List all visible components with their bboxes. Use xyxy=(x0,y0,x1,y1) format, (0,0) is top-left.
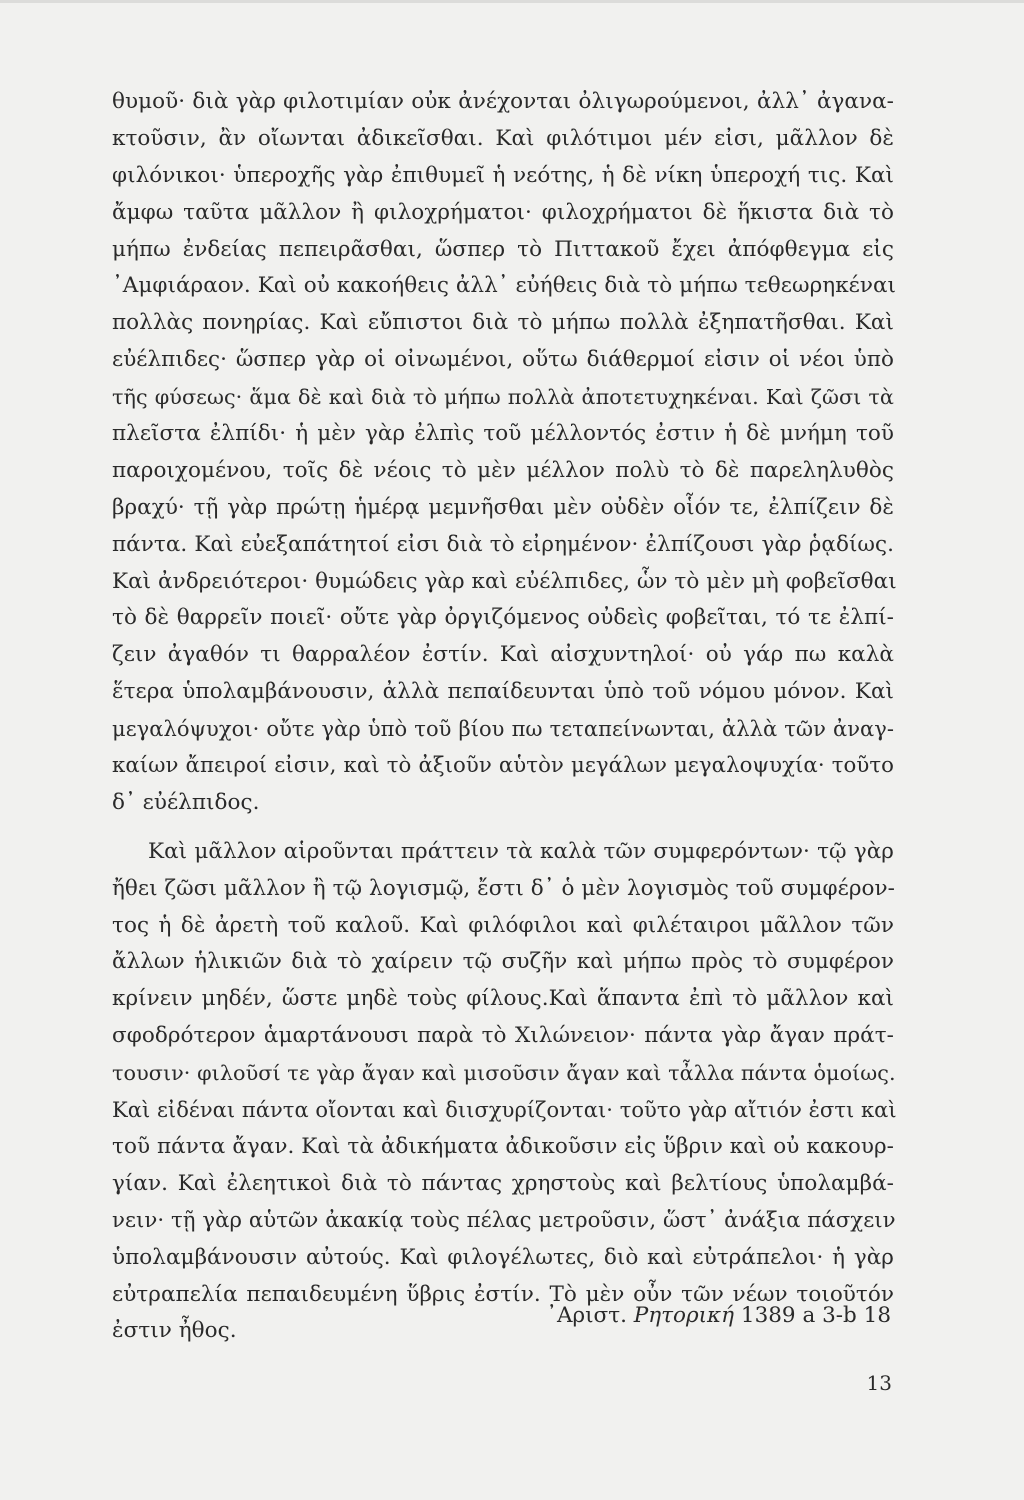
text-line: νειν· τῇ γὰρ αὑτῶν ἀκακίᾳ τοὺς πέλας μετροῦσιν, ὥστ᾽ ἀνάξια πάσχειν xyxy=(112,1207,896,1233)
text-line: τοῦ πάντα ἄγαν. Καὶ τὰ ἀδικήματα ἀδικοῦσιν εἰς ὕβριν καὶ οὐ κακουρ- xyxy=(112,1133,894,1159)
page-text xyxy=(112,84,897,1350)
text-line: ἕτερα ὑπολαμβάνουσιν, ἀλλὰ πεπαίδευνται ὑπὸ τοῦ νόμου μόνον. Καὶ xyxy=(112,679,894,705)
text-line: Καὶ ἀνδρειότεροι· θυμώδεις γὰρ καὶ εὐέλπιδες, ὧν τὸ μὲν μὴ φοβεῖσθαι xyxy=(112,568,897,594)
text-line: εὐέλπιδες· ὥσπερ γὰρ οἱ οἰνωμένοι, οὕτω διάθερμοί εἰσιν οἱ νέοι ὑπὸ xyxy=(112,347,894,373)
paragraph-2 xyxy=(112,834,897,1350)
citation xyxy=(500,1298,891,1334)
text-line: σφοδρότερον ἁμαρτάνουσι παρὰ τὸ Χιλώνειον· πάντα γὰρ ἄγαν πράτ- xyxy=(112,1023,894,1049)
text-line-indented xyxy=(112,834,894,871)
text-line: ἄμφω ταῦτα μᾶλλον ἢ φιλοχρήματοι· φιλοχρήματοι δὲ ἥκιστα διὰ τὸ xyxy=(112,199,894,225)
text-line: ᾽Αμφιάραον. Καὶ οὐ κακοήθεις ἀλλ᾽ εὐήθεις διὰ τὸ μήπω τεθεωρηκέναι xyxy=(112,273,897,299)
citation-author: ᾽Αριστ. xyxy=(546,1303,627,1328)
text-line: γίαν. Καὶ ἐλεητικοὶ διὰ τὸ πάντας χρηστοὺς καὶ βελτίους ὑπολαμβά- xyxy=(112,1170,894,1196)
text-line: φιλόνικοι· ὑπεροχῆς γὰρ ἐπιθυμεῖ ἡ νεότης, ἡ δὲ νίκη ὑπεροχή τις. Καὶ xyxy=(112,162,894,188)
text-line: πολλὰς πονηρίας. Καὶ εὔπιστοι διὰ τὸ μήπω πολλὰ ἐξηπατῆσθαι. Καὶ xyxy=(112,310,894,336)
citation-reference: 1389 a 3-b 18 xyxy=(740,1303,891,1328)
page-number: 13 xyxy=(866,1371,892,1395)
text-line: καίων ἄπειροί εἰσιν, καὶ τὸ ἀξιοῦν αὑτὸν μεγάλων μεγαλοψυχία· τοῦτο xyxy=(112,753,894,779)
text-line: θυμοῦ· διὰ γὰρ φιλοτιμίαν οὐκ ἀνέχονται ὀλιγωρούμενοι, ἀλλ᾽ ἀγανα- xyxy=(112,89,894,114)
text-line: τῆς φύσεως· ἅμα δὲ καὶ διὰ τὸ μήπω πολλὰ ἀποτετυχηκέναι. Καὶ ζῶσι τὰ xyxy=(112,385,894,410)
text-line: κρίνειν μηδέν, ὥστε μηδὲ τοὺς φίλους.Καὶ ἅπαντα ἐπὶ τὸ μᾶλλον καὶ xyxy=(112,986,894,1012)
text-line: μεγαλόψυχοι· οὔτε γὰρ ὑπὸ τοῦ βίου πω τεταπείνωνται, ἀλλὰ τῶν ἀναγ- xyxy=(112,717,894,742)
text-line: κτοῦσιν, ἂν οἴωνται ἀδικεῖσθαι. Καὶ φιλότιμοι μέν εἰσι, μᾶλλον δὲ xyxy=(112,125,894,151)
text-line: τουσιν· φιλοῦσί τε γὰρ ἄγαν καὶ μισοῦσιν ἄγαν καὶ τἆλλα πάντα ὁμοίως. xyxy=(112,1061,896,1086)
page-top-edge xyxy=(0,0,1024,3)
text-line: πάντα. Καὶ εὐεξαπάτητοί εἰσι διὰ τὸ εἰρημένον· ἐλπίζουσι γὰρ ῥᾳδίως. xyxy=(112,531,894,557)
paragraph-1 xyxy=(112,84,897,822)
text-line: εὐτραπελία πεπαιδευμένη ὕβρις ἐστίν. Τὸ μὲν οὖν τῶν νέων τοιοῦτόν xyxy=(112,1281,894,1307)
text-line-content: Καὶ μᾶλλον αἱροῦνται πράττειν τὰ καλὰ τῶν συμφερόντων· τῷ γὰρ xyxy=(148,838,894,864)
text-line: τὸ δὲ θαρρεῖν ποιεῖ· οὔτε γὰρ ὀργιζόμενος οὐδεὶς φοβεῖται, τό τε ἐλπί- xyxy=(112,605,894,631)
text-line: μήπω ἐνδείας πεπειρᾶσθαι, ὥσπερ τὸ Πιττακοῦ ἔχει ἀπόφθεγμα εἰς xyxy=(112,236,894,262)
text-line: βραχύ· τῇ γὰρ πρώτῃ ἡμέρᾳ μεμνῆσθαι μὲν οὐδὲν οἷόν τε, ἐλπίζειν δὲ xyxy=(112,494,894,520)
text-line: παροιχομένου, τοῖς δὲ νέοις τὸ μὲν μέλλον πολὺ τὸ δὲ παρεληλυθὸς xyxy=(112,457,894,483)
text-line: ἄλλων ἡλικιῶν διὰ τὸ χαίρειν τῷ συζῆν καὶ μήπω πρὸς τὸ συμφέρον xyxy=(112,949,894,975)
text-line: πλεῖστα ἐλπίδι· ἡ μὲν γὰρ ἐλπὶς τοῦ μέλλοντός ἐστιν ἡ δὲ μνήμη τοῦ xyxy=(112,421,894,447)
citation-work: Ρητορική xyxy=(633,1303,735,1328)
text-line: ἐστιν ἦθος. xyxy=(112,1318,237,1344)
text-line: Καὶ εἰδέναι πάντα οἴονται καὶ διισχυρίζονται· τοῦτο γὰρ αἴτιόν ἐστι καὶ xyxy=(112,1098,897,1123)
text-line: ἤθει ζῶσι μᾶλλον ἢ τῷ λογισμῷ, ἔστι δ᾽ ὁ μὲν λογισμὸς τοῦ συμφέρον- xyxy=(112,875,895,901)
text-line: δ᾽ εὐέλπιδος. xyxy=(112,789,260,815)
text-line: τος ἡ δὲ ἀρετὴ τοῦ καλοῦ. Καὶ φιλόφιλοι καὶ φιλέταιροι μᾶλλον τῶν xyxy=(112,912,894,938)
paragraph-gap xyxy=(112,822,894,834)
text-line: ὑπολαμβάνουσιν αὐτούς. Καὶ φιλογέλωτες, διὸ καὶ εὐτράπελοι· ἡ γὰρ xyxy=(112,1244,894,1270)
text-line: ζειν ἀγαθόν τι θαρραλέον ἐστίν. Καὶ αἰσχυντηλοί· οὐ γάρ πω καλὰ xyxy=(112,642,894,668)
